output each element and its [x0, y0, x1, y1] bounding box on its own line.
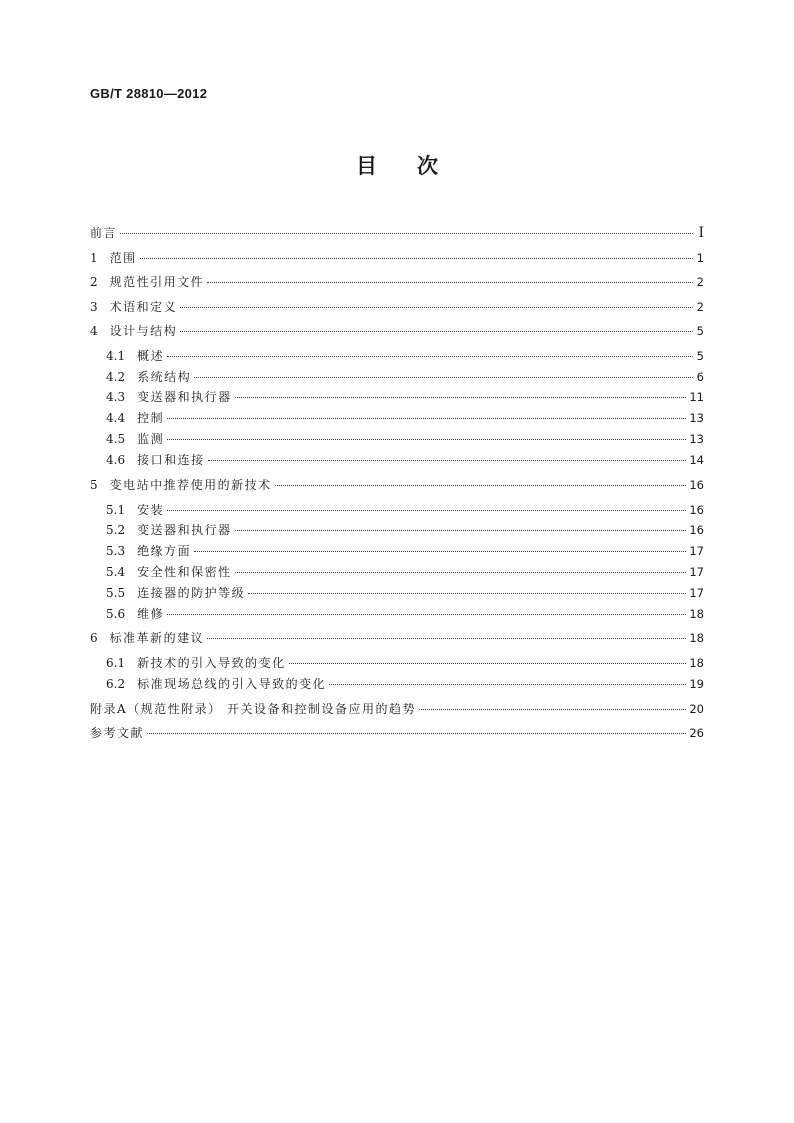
toc-entry[interactable] — [90, 726, 704, 740]
toc-entry[interactable] — [106, 432, 704, 446]
toc-entry[interactable] — [106, 349, 704, 363]
toc-entry-page-number: 14 — [689, 453, 704, 467]
toc-entry[interactable] — [106, 565, 704, 579]
dot-leader — [167, 355, 693, 357]
toc-entry-number: 4.5 — [106, 432, 126, 446]
toc-entry[interactable] — [90, 300, 704, 314]
toc-entry-title: 变送器和执行器 — [137, 390, 232, 404]
standard-code: GB/T 28810—2012 — [90, 86, 208, 101]
toc-entry-number: 4.4 — [106, 411, 126, 425]
dot-leader — [180, 330, 693, 332]
toc-entry-page-number: 1 — [696, 251, 704, 265]
toc-entry-number: 5.4 — [106, 565, 126, 579]
toc-entry-page-number: 19 — [689, 677, 704, 691]
toc-entry-page-number: 13 — [689, 411, 704, 425]
toc-entry-page-number: 16 — [689, 478, 704, 492]
dot-leader — [120, 232, 693, 234]
toc-entry-title: 设计与结构 — [109, 324, 178, 338]
toc-entry[interactable] — [106, 390, 704, 404]
dot-leader — [275, 484, 687, 486]
toc-entry-number: 4.1 — [106, 349, 126, 363]
toc-entry[interactable] — [106, 411, 704, 425]
dot-leader — [208, 459, 687, 461]
toc-entry-number: 5.6 — [106, 607, 126, 621]
toc-entry[interactable] — [106, 656, 704, 670]
toc-entry[interactable] — [106, 370, 704, 384]
toc-entry-title: 控制 — [137, 411, 165, 425]
toc-entry-page-number: Ⅰ — [698, 225, 704, 241]
toc-entry-title: 安全性和保密性 — [137, 565, 232, 579]
dot-leader — [289, 662, 687, 664]
dot-leader — [235, 529, 687, 531]
toc-entry-number: 6.2 — [106, 677, 126, 691]
toc-entry[interactable] — [106, 586, 704, 600]
dot-leader — [194, 550, 686, 552]
toc-entry-page-number: 2 — [696, 300, 704, 314]
toc-entry-number: 4 — [90, 324, 98, 338]
page-title: 目次 — [356, 154, 478, 178]
toc-entry-title: 参考文献 — [90, 726, 145, 740]
dot-leader — [248, 592, 686, 594]
toc-entry-number: 1 — [90, 251, 98, 265]
toc-entry-page-number: 17 — [689, 565, 704, 579]
toc-entry-number: 5.5 — [106, 586, 126, 600]
toc-entry-page-number: 16 — [689, 523, 704, 537]
toc-entry-title: 范围 — [109, 251, 137, 265]
toc-entry[interactable] — [106, 607, 704, 621]
toc-entry-page-number: 13 — [689, 432, 704, 446]
toc-entry-number: 3 — [90, 300, 98, 314]
toc-entry[interactable] — [90, 324, 704, 338]
toc-entry-page-number: 6 — [696, 370, 704, 384]
toc-entry-page-number: 17 — [689, 544, 704, 558]
toc-entry-page-number: 18 — [689, 631, 704, 645]
toc-entry-number: 6 — [90, 631, 98, 645]
dot-leader — [147, 732, 686, 734]
toc-entry[interactable] — [106, 503, 704, 517]
toc-entry-number: 5.2 — [106, 523, 126, 537]
toc-entry-page-number: 16 — [689, 503, 704, 517]
dot-leader — [167, 613, 686, 615]
toc-entry-page-number: 26 — [689, 726, 704, 740]
toc-entry-title: 监测 — [137, 432, 165, 446]
toc-entry-page-number: 18 — [689, 656, 704, 670]
dot-leader — [207, 281, 693, 283]
toc-entry-number: 4.2 — [106, 370, 126, 384]
toc-entry-title: 安装 — [137, 503, 165, 517]
dot-leader — [194, 376, 693, 378]
toc-entry-title: 附录A（规范性附录） 开关设备和控制设备应用的趋势 — [90, 702, 416, 716]
dot-leader — [235, 396, 687, 398]
toc-entry-title: 绝缘方面 — [137, 544, 192, 558]
toc-entry-number: 4.3 — [106, 390, 126, 404]
dot-leader — [419, 708, 686, 710]
toc-entry-title: 标准革新的建议 — [109, 631, 205, 645]
toc-entry-title: 术语和定义 — [109, 300, 178, 314]
toc-entry[interactable] — [90, 251, 704, 265]
toc-entry-title: 概述 — [137, 349, 165, 363]
toc-entry-title: 新技术的引入导致的变化 — [137, 656, 286, 670]
toc-entry-title: 标准现场总线的引入导致的变化 — [137, 677, 327, 691]
toc-entry-number: 2 — [90, 275, 98, 289]
toc-entry-page-number: 2 — [696, 275, 704, 289]
toc-entry-number: 4.6 — [106, 453, 126, 467]
dot-leader — [167, 438, 686, 440]
toc-entry-page-number: 11 — [689, 390, 704, 404]
toc-entry[interactable] — [90, 702, 704, 716]
toc-entry-page-number: 20 — [689, 702, 704, 716]
dot-leader — [167, 509, 686, 511]
dot-leader — [207, 637, 686, 639]
toc-entry-page-number: 5 — [696, 349, 704, 363]
toc-entry[interactable] — [90, 226, 704, 240]
toc-entry-title: 连接器的防护等级 — [137, 586, 246, 600]
toc-entry[interactable] — [106, 453, 704, 467]
dot-leader — [140, 257, 693, 259]
toc-entry-page-number: 17 — [689, 586, 704, 600]
toc-entry[interactable] — [90, 275, 704, 289]
toc-entry-page-number: 5 — [696, 324, 704, 338]
toc-entry[interactable] — [106, 523, 704, 537]
toc-entry-number: 5.1 — [106, 503, 126, 517]
toc-entry-title: 变电站中推荐使用的新技术 — [109, 478, 272, 492]
toc-entry-number: 6.1 — [106, 656, 126, 670]
dot-leader — [167, 417, 686, 419]
toc-entry-page-number: 18 — [689, 607, 704, 621]
dot-leader — [329, 683, 686, 685]
dot-leader — [235, 571, 687, 573]
toc-entry-title: 规范性引用文件 — [109, 275, 205, 289]
toc-entry-number: 5 — [90, 478, 98, 492]
toc-entry[interactable] — [106, 544, 704, 558]
toc-entry-title: 接口和连接 — [137, 453, 205, 467]
toc-entry[interactable] — [106, 677, 704, 691]
dot-leader — [180, 306, 693, 308]
toc-entry-title: 变送器和执行器 — [137, 523, 232, 537]
toc-entry[interactable] — [90, 631, 704, 645]
toc-entry-number: 5.3 — [106, 544, 126, 558]
toc-entry-title: 系统结构 — [137, 370, 192, 384]
toc-entry-title: 前言 — [90, 226, 118, 240]
toc-entry[interactable] — [90, 478, 704, 492]
toc-entry-title: 维修 — [137, 607, 165, 621]
